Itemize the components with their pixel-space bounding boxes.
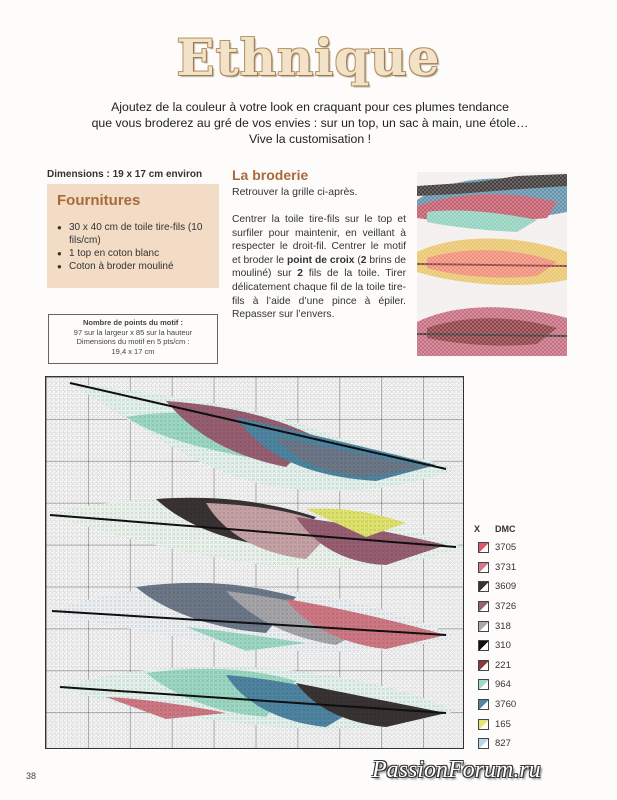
- instruction-bold: 2: [360, 254, 367, 266]
- instruction-text: Centrer la toile tire-fils sur le top et surfiler pour maintenir, en veillant à respecter le droit-fil. Centrer le motif et broder le: [232, 214, 406, 266]
- legend-swatch: [478, 562, 489, 573]
- page-title: Ethnique: [176, 28, 441, 87]
- legend-row: [474, 597, 554, 617]
- legend-dmc-code: 3726: [495, 601, 517, 613]
- legend-dmc-code: 3760: [495, 699, 517, 711]
- legend-row: [474, 538, 554, 558]
- legend-col-dmc: DMC: [495, 524, 516, 534]
- instruction-bold: point de croix: [286, 254, 355, 266]
- legend-row: [474, 636, 554, 656]
- stitch-count-line: 19,4 x 17 cm: [111, 346, 155, 356]
- legend-row: [474, 558, 554, 578]
- broderie-heading: La broderie: [232, 167, 309, 183]
- legend-header: [474, 524, 554, 538]
- list-item: ● 1 top en coton blanc: [57, 247, 209, 260]
- legend-row: [474, 734, 554, 754]
- page-number: 38: [26, 771, 37, 781]
- legend-col-x: X: [474, 524, 481, 534]
- broderie-subtitle: Retrouver la grille ci-après.: [232, 186, 358, 198]
- dmc-color-legend: [474, 524, 554, 754]
- legend-dmc-code: 3705: [495, 542, 517, 554]
- embroidered-feathers-photo: [417, 172, 567, 356]
- intro-text: [70, 99, 550, 147]
- instruction-bold: 2: [297, 268, 303, 280]
- stitch-count-box: [48, 314, 218, 364]
- stitch-count-line: Dimensions du motif en 5 pts/cm :: [76, 337, 190, 347]
- legend-swatch: [478, 542, 489, 553]
- legend-row: [474, 695, 554, 715]
- legend-dmc-code: 221: [495, 659, 511, 671]
- list-item: ● 30 x 40 cm de toile tire-fils (10 fils/cm): [57, 221, 209, 247]
- legend-dmc-code: 310: [495, 640, 511, 652]
- cross-stitch-grid: [45, 376, 464, 749]
- feather-pattern-chart: [46, 377, 464, 749]
- watermark: PassionForum.ru: [372, 757, 541, 783]
- legend-swatch: [478, 738, 489, 749]
- dimensions-label: Dimensions : 19 x 17 cm environ: [47, 169, 203, 180]
- legend-swatch: [478, 719, 489, 730]
- instruction-text: brins de mouliné) sur: [232, 254, 406, 280]
- legend-dmc-code: 827: [495, 738, 511, 750]
- intro-line: Vive la customisation !: [248, 132, 372, 146]
- stitch-count-line: 97 sur la largeur x 85 sur la hauteur: [73, 327, 193, 337]
- legend-swatch: [478, 679, 489, 690]
- intro-line: Ajoutez de la couleur à votre look en craquant pour ces plumes tendance: [111, 100, 509, 114]
- instruction-text: fils de la toile. Tirer délicatement chaque fil de la toile tire-fils à l’aide d’une pince à épiler. Repasser sur l’envers.: [232, 268, 407, 321]
- intro-line: que vous broderez au gré de vos envies : sur un top, un sac à main, une étole…: [91, 116, 529, 130]
- legend-rows: [474, 538, 554, 754]
- legend-row: [474, 577, 554, 597]
- legend-swatch: [478, 581, 489, 592]
- legend-dmc-code: 3609: [495, 581, 517, 593]
- legend-row: [474, 714, 554, 734]
- stitch-count-heading: Nombre de points du motif :: [83, 318, 183, 327]
- legend-dmc-code: 318: [495, 620, 511, 632]
- feather-photo-illustration: [417, 172, 567, 356]
- legend-swatch: [478, 640, 489, 651]
- broderie-instructions: [232, 213, 406, 322]
- legend-row: [474, 616, 554, 636]
- legend-swatch: [478, 660, 489, 671]
- legend-dmc-code: 964: [495, 679, 511, 691]
- fournitures-list: [57, 221, 209, 273]
- fournitures-box: [47, 184, 219, 288]
- instruction-text: (: [354, 254, 361, 266]
- legend-row: [474, 675, 554, 695]
- legend-dmc-code: 165: [495, 718, 511, 730]
- legend-dmc-code: 3731: [495, 561, 517, 573]
- legend-swatch: [478, 621, 489, 632]
- legend-swatch: [478, 601, 489, 612]
- fournitures-heading: Fournitures: [57, 192, 141, 209]
- legend-swatch: [478, 699, 489, 710]
- list-item: ● Coton à broder mouliné: [57, 260, 209, 273]
- legend-row: [474, 656, 554, 676]
